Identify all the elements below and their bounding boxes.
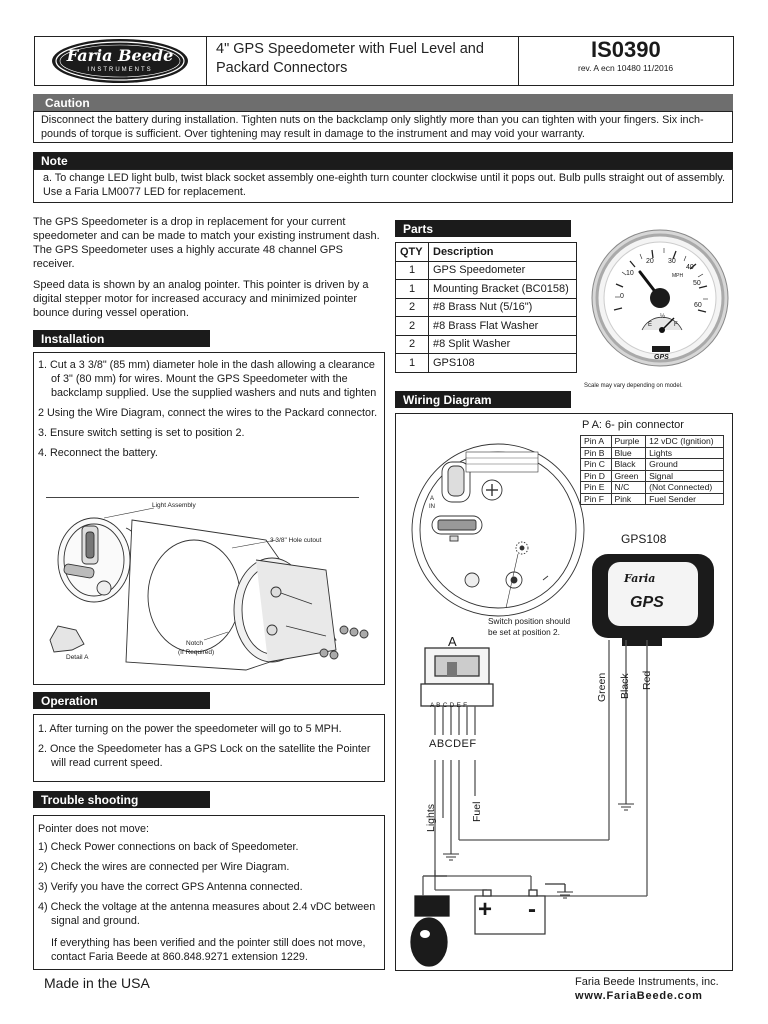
gps108-logo: GPS: [630, 594, 664, 611]
logo-word-beede: Beede: [118, 46, 174, 65]
list-item: 2) Check the wires are connected per Wire Diagram.: [38, 861, 290, 873]
operation-heading: Operation: [33, 692, 210, 709]
gps108-label: GPS108: [621, 532, 667, 546]
installation-steps: [38, 358, 378, 466]
gauge-tick-0: 0: [620, 293, 624, 300]
connector-pin-letters-small: A B C D E F: [430, 702, 468, 709]
switch-note-line2: be set at position 2.: [488, 627, 560, 637]
gauge-tick-30: 30: [668, 258, 676, 265]
doc-title-line2: Packard Connectors: [216, 60, 348, 76]
intro-para-2: Speed data is shown by an analog pointer. This pointer is driven by a digital stepper motor for increased accuracy and minimized pointer bounce during vessel operation.: [33, 279, 369, 319]
gauge-tick-40: 40: [686, 264, 694, 271]
doc-title-line1: 4" GPS Speedometer with Fuel Level and: [216, 41, 484, 57]
list-item: 3) Verify you have the correct GPS Antenna connected.: [38, 881, 303, 893]
note-text: a. To change LED light bulb, twist black socket assembly one-eighth turn counter clockwise until it pops out. Bulb pulls straight out of assembly. Use a Faria LM0077 LED for replacement.: [33, 169, 733, 203]
wire-label-black: Black: [619, 673, 631, 699]
battery-minus: -: [528, 896, 536, 923]
connector-pin-letters: ABCDEF: [429, 738, 477, 750]
intro-para-1: The GPS Speedometer is a drop in replacement for your current speedometer and can be made to match your existing instrument dash. The GPS Speedometer uses a highly accurate 48 channel GPS receiver.: [33, 216, 380, 270]
wire-label-lights: Lights: [425, 803, 437, 832]
trouble-intro: Pointer does not move:: [38, 823, 150, 835]
table-row: 1 GPS Speedometer: [396, 261, 577, 280]
label-light-assembly: Light Assembly: [152, 502, 196, 509]
list-item: 4. Reconnect the battery.: [38, 447, 158, 459]
doc-id: IS0390: [591, 37, 661, 62]
wiring-lines: [395, 600, 733, 970]
table-row: Pin C Black Ground: [581, 459, 724, 471]
gauge-caption: Scale may vary depending on model.: [584, 383, 683, 389]
trouble-heading: Trouble shooting: [33, 791, 210, 808]
installation-rule: [46, 497, 359, 498]
gauge-tick-60: 60: [694, 302, 702, 309]
installation-illustration: [36, 500, 382, 682]
doc-revision: rev. A ecn 10480 11/2016: [578, 63, 674, 73]
trouble-steps: [38, 840, 378, 934]
table-row: 1 GPS108: [396, 354, 577, 373]
speedometer-gauge-image: [584, 218, 740, 389]
trouble-closing: If everything has been verified and the pointer still does not move, contact Faria Beede at 860.848.9271 extension 1229.: [51, 937, 366, 963]
pin-table: [580, 435, 724, 505]
gps108-brand: Faria: [624, 572, 656, 585]
logo-sub: INSTRUMENTS: [87, 67, 153, 73]
gauge-unit: MPH: [672, 273, 684, 279]
list-item: 1. Cut a 3 3/8" (85 mm) diameter hole in the dash allowing a clearance of 3" (80 mm) for wires. Mount the GPS Speedometer with the backclamp supplied. Use the supplied washers and nuts and tighten: [38, 359, 377, 399]
company-name: Faria Beede Instruments, inc.: [575, 976, 719, 988]
switch-note-line1: Switch position should: [488, 616, 571, 626]
parts-col-qty: QTY: [396, 243, 429, 262]
header-divider-2: [518, 36, 519, 86]
gauge-tick-50: 50: [693, 280, 701, 287]
operation-steps: [38, 722, 378, 776]
company-website: www.FariaBeede.com: [575, 990, 703, 1002]
table-row: 2 #8 Brass Nut (5/16"): [396, 298, 577, 317]
list-item: 2 Using the Wire Diagram, connect the wires to the Packard connector.: [38, 407, 378, 419]
battery-plus: +: [478, 896, 493, 923]
gauge-fuel-e: E: [648, 322, 653, 328]
gauge-logo: GPS: [654, 354, 669, 361]
table-row: 2 #8 Brass Flat Washer: [396, 317, 577, 336]
gauge-fuel-f: F: [674, 322, 678, 328]
table-row: 2 #8 Split Washer: [396, 335, 577, 354]
back-label-a: A: [430, 496, 435, 502]
table-row: Pin B Blue Lights: [581, 447, 724, 459]
pa-title: P A: 6- pin connector: [582, 419, 684, 431]
list-item: 1) Check Power connections on back of Speedometer.: [38, 841, 299, 853]
header-divider-1: [206, 36, 207, 86]
logo-word-faria: Faria: [66, 46, 113, 65]
table-row: Pin F Pink Fuel Sender: [581, 493, 724, 505]
gauge-fuel-half: ½: [660, 314, 666, 320]
gauge-back-diagram: [410, 430, 585, 620]
wire-label-fuel: Fuel: [471, 801, 483, 822]
wire-label-green: Green: [596, 672, 608, 702]
list-item: 4) Check the voltage at the antenna measures about 2.4 vDC between signal and ground.: [38, 901, 376, 927]
table-row: Pin E N/C (Not Connected): [581, 482, 724, 494]
connector-a-label: A: [448, 634, 457, 649]
note-heading: Note: [33, 152, 733, 169]
list-item: 2. Once the Speedometer has a GPS Lock on the satellite the Pointer will read current speed.: [38, 743, 371, 769]
parts-col-desc: Description: [429, 243, 577, 262]
table-row: Pin D Green Signal: [581, 470, 724, 482]
installation-heading: Installation: [33, 330, 210, 347]
list-item: 3. Ensure switch setting is set to position 2.: [38, 427, 245, 439]
table-row: 1 Mounting Bracket (BC0158): [396, 280, 577, 299]
parts-heading: Parts: [395, 220, 571, 237]
label-hole-cutout: 3 3/8" Hole cutout: [270, 537, 322, 544]
back-label-in: IN: [429, 504, 435, 510]
table-row: Pin A Purple 12 vDC (Ignition): [581, 436, 724, 448]
caution-heading: Caution: [33, 94, 733, 111]
wire-label-red: Red: [641, 670, 653, 690]
list-item: 1. After turning on the power the speedometer will go to 5 MPH.: [38, 723, 342, 735]
label-detail-a: Detail A: [66, 654, 89, 661]
gauge-tick-20: 20: [646, 258, 654, 265]
caution-text: Disconnect the battery during installation. Tighten nuts on the backclamp only slightly more than you can tighten with your fingers. Six inch-pounds of torque is sufficient. Over tightening may result in damage to the instrument and may void your warranty.: [33, 111, 733, 143]
wiring-heading: Wiring Diagram: [395, 391, 571, 408]
faria-beede-logo: [50, 38, 190, 84]
gauge-tick-10: 10: [626, 270, 634, 277]
parts-table: [395, 242, 577, 373]
label-notch: Notch: [186, 640, 203, 647]
made-in-usa: Made in the USA: [44, 975, 150, 991]
label-notch-required: (If Required): [178, 649, 215, 656]
